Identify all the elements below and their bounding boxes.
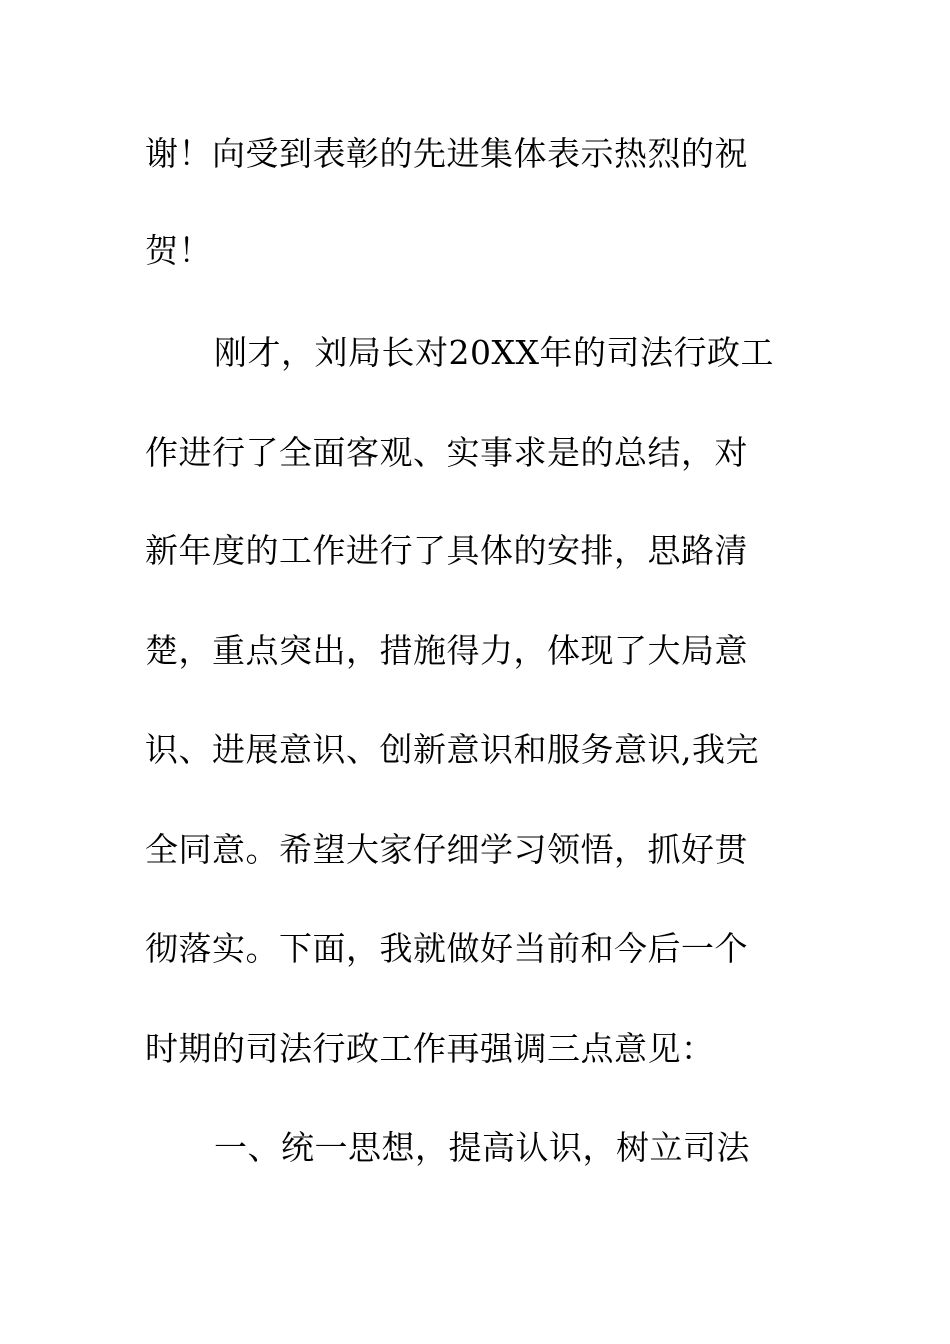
text-line-10: 时期的司法行政工作再强调三点意见： <box>145 1029 715 1068</box>
text-line-4: 作进行了全面客观、实事求是的总结，对 <box>145 433 748 472</box>
text-line-7: 识、进展意识、创新意识和服务意识,我完 <box>145 730 759 769</box>
text-line-1: 谢！向受到表彰的先进集体表示热烈的祝 <box>145 134 748 173</box>
text-line-5: 新年度的工作进行了具体的安排，思路清 <box>145 531 748 570</box>
paragraph-start-line: 刚才，刘局长对20XX年的司法行政工 <box>214 333 774 372</box>
section-heading-line: 一、统一思想，提高认识，树立司法 <box>214 1128 750 1167</box>
text-line-9: 彻落实。下面，我就做好当前和今后一个 <box>145 929 748 968</box>
text-line-2: 贺！ <box>145 231 212 270</box>
text-line-6: 楚，重点突出，措施得力，体现了大局意 <box>145 631 748 670</box>
text-line-8: 全同意。希望大家仔细学习领悟，抓好贯 <box>145 830 748 869</box>
